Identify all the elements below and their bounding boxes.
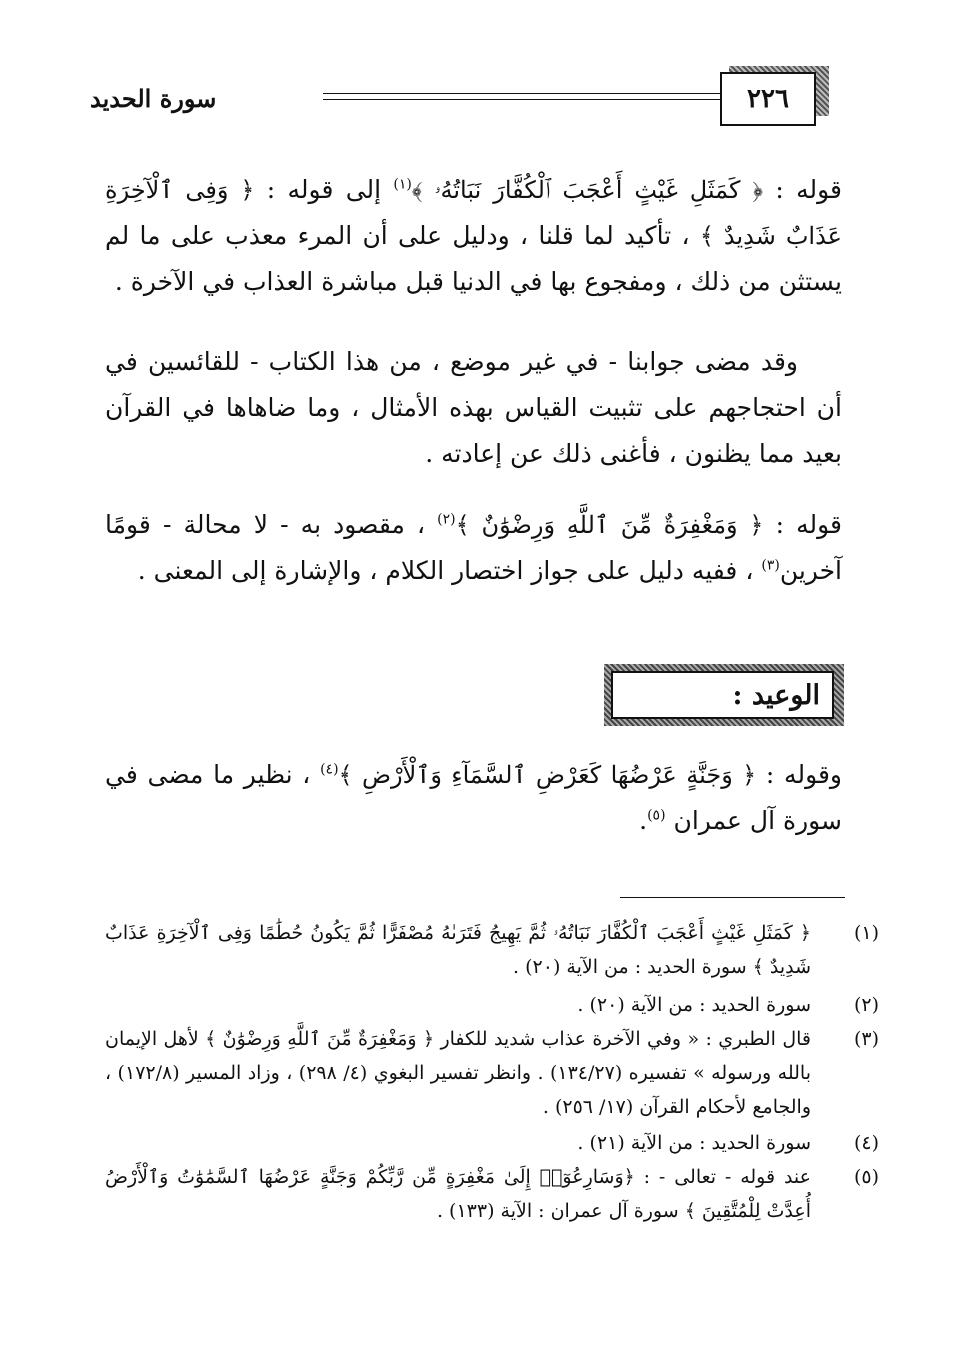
paragraph-text: ، نظير ما مضى في سورة آل عمران [105, 760, 842, 835]
footnote-number: (٥) [853, 1166, 879, 1188]
footnote-ref: (١) [393, 176, 412, 193]
quran-quote: ﴿ وَجَنَّةٍ عَرْضُهَا كَعَرْضِ ٱلسَّمَآءِ وَٱلْأَرْضِ ﴾ [338, 761, 757, 789]
quran-quote: ﴿ كَمَثَلِ غَيْثٍ أَعْجَبَ ٱلْكُفَّارَ نَبَاتُهُۥ ﴾ [411, 176, 764, 204]
paragraph-text: ، تأكيد لما قلنا ، ودليل على أن المرء معذب على ما لم يستثن من ذلك ، ومفجوع بها في الدنيا قبل مباشرة العذاب في الآخرة . [105, 221, 842, 296]
footnote-5 [105, 1160, 879, 1228]
footnote-text: عند قوله - تعالى - : ﴿وَسَارِعُوٓا۟ إِلَىٰ مَغْفِرَةٍ مِّن رَّبِّكُمْ وَجَنَّةٍ عَرْضُهَا ٱلسَّمَٰوَٰتُ وَٱلْأَرْضُ أُعِدَّتْ لِلْمُتَّقِينَ ﴾ سورة آل عمران : الآية (١٣٣) . [105, 1166, 811, 1222]
header-rule-bottom [323, 99, 720, 100]
footnote-number: (١) [853, 922, 879, 944]
footnote-1 [105, 916, 879, 984]
footnote-text: سورة الحديد : من الآية (٢١) . [577, 1132, 811, 1154]
paragraph-text: إلى قوله : [254, 175, 394, 204]
quran-quote: ﴿ وَمَغْفِرَةٌ مِّنَ ٱللَّهِ وَرِضْوَٰنٌ ﴾ [455, 511, 764, 539]
section-heading: الوعيد : [611, 671, 834, 719]
paragraph-text: وقوله : [756, 760, 843, 789]
footnote-text: سورة الحديد : من الآية (٢٠) . [577, 994, 811, 1016]
footnote-text: سورة الحديد : من الآية (٢٠) . [513, 956, 753, 978]
paragraph-text: قوله : [763, 175, 842, 204]
footnote-text: قال الطبري : « وفي الآخرة عذاب شديد للكفار ﴿ وَمَغْفِرَةٌ مِّنَ ٱللَّهِ وَرِضْوَٰنٌ ﴾ لأهل الإيمان بالله ورسوله » تفسيره (١٣٤/٢٧) . وانظر تفسير البغوي (٤/ ٢٩٨) ، وزاد المسير (١٧٢/٨) ، والجامع لأحكام القرآن (١٧/ ٢٥٦) . [105, 1028, 811, 1118]
footnote-ref: (٣) [761, 557, 780, 574]
footnote-ref: (٥) [647, 807, 666, 824]
paragraph-2 [105, 339, 842, 477]
paragraph-text: . [639, 806, 648, 835]
paragraph-1 [105, 167, 842, 305]
footnote-4 [105, 1126, 879, 1160]
paragraph-text: ، ففيه دليل على جواز اختصار الكلام ، والإشارة إلى المعنى . [137, 556, 762, 585]
page-number [720, 72, 816, 126]
footnote-quote: ﴿ كَمَثَلِ غَيْثٍ أَعْجَبَ ٱلْكُفَّارَ نَبَاتُهُۥ ثُمَّ يَهِيجُ فَتَرَىٰهُ مُصْفَرًّا ثُمَّ يَكُونُ حُطَٰمًا وَفِى ٱلْآخِرَةِ عَذَابٌ شَدِيدٌ ﴾ [105, 922, 811, 978]
footnote-number: (٣) [853, 1028, 879, 1050]
footnote-number: (٢) [853, 994, 879, 1016]
footnote-separator [620, 897, 845, 898]
footnote-3 [105, 1022, 879, 1124]
quran-quote: ﴿ وَفِى ٱلْآخِرَةِ عَذَابٌ شَدِيدٌ ﴾ [105, 176, 842, 250]
footnote-ref: (٢) [437, 511, 456, 528]
page-number-text: ٢٢٦ [747, 84, 789, 114]
footnote-number: (٤) [853, 1132, 879, 1154]
surah-title: سورة الحديد [90, 84, 217, 113]
footnote-ref: (٤) [320, 761, 339, 778]
paragraph-text: ، مقصود به - لا محالة - قومًا آخرين [105, 510, 842, 585]
paragraph-4 [105, 752, 842, 844]
paragraph-3 [105, 502, 842, 594]
paragraph-text: وقد مضى جوابنا - في غير موضع ، من هذا الكتاب - للقائسين في أن احتجاجهم على تثبيت القياس بهذه الأمثال ، وما ضاهاها في القرآن بعيد مما يظنون ، فأغنى ذلك عن إعادته . [105, 347, 842, 468]
footnote-2 [105, 988, 879, 1022]
paragraph-text: قوله : [763, 510, 842, 539]
header-rule-top [323, 93, 720, 94]
